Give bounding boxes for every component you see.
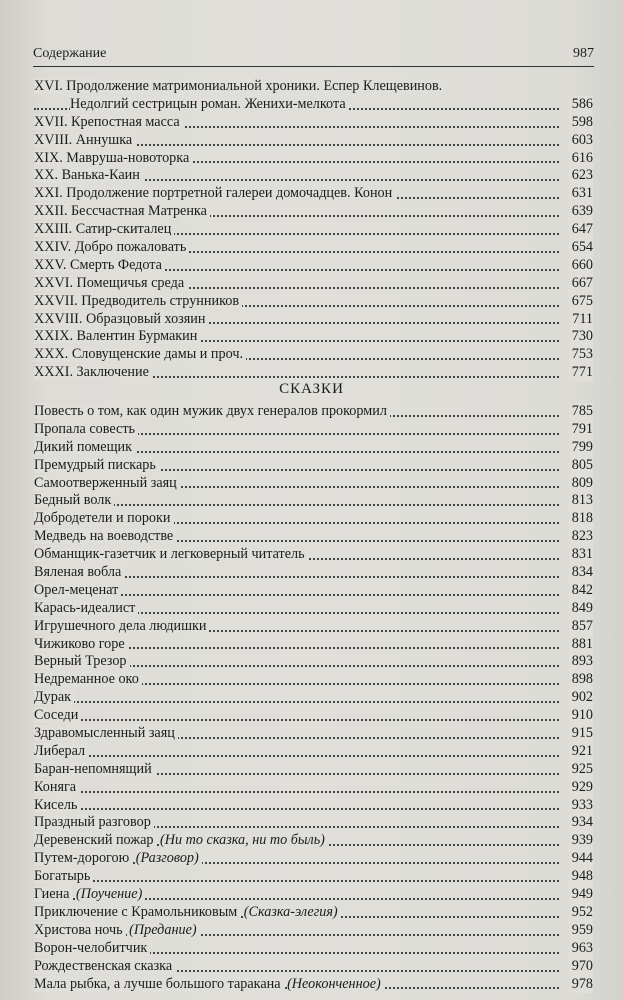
toc-entry-title bbox=[34, 725, 178, 743]
toc-entry bbox=[34, 510, 593, 528]
toc-entry-text: Гиена bbox=[34, 886, 72, 902]
toc-entry-text: XVI. Продолжение матримониальной хроники. Еспер Клещевинов. bbox=[34, 78, 445, 94]
toc-entry-text: Премудрый пискарь bbox=[34, 457, 159, 473]
toc-entry-text: Богатырь bbox=[34, 868, 93, 884]
toc-entry bbox=[34, 886, 593, 904]
toc-entry-text: XVII. Крепостная масса bbox=[34, 114, 183, 130]
toc-entry-title bbox=[34, 743, 88, 761]
toc-entry-text: XIX. Мавруша-новоторка bbox=[34, 150, 192, 166]
toc-entry bbox=[34, 582, 593, 600]
toc-entry-title bbox=[34, 257, 165, 275]
toc-entry-title bbox=[34, 221, 174, 239]
toc-entry-text: Чижиково горе bbox=[34, 636, 128, 652]
toc-entry-page: 667 bbox=[569, 275, 593, 293]
toc-entry-page: 805 bbox=[569, 457, 593, 475]
toc-entry-text: Деревенский пожар bbox=[34, 832, 157, 848]
toc-entry bbox=[34, 492, 593, 510]
toc-entry-note: (Неоконченное) bbox=[287, 976, 384, 992]
running-header bbox=[33, 42, 594, 67]
toc-entry-page: 925 bbox=[569, 761, 593, 779]
toc-entry-text: Добродетели и пороки bbox=[34, 510, 174, 526]
toc-entry bbox=[34, 96, 593, 114]
toc-entry-page: 849 bbox=[569, 600, 593, 618]
toc-entry-title bbox=[34, 636, 128, 654]
toc-entry-text: Здравомысленный заяц bbox=[34, 725, 178, 741]
running-header-title: Содержание bbox=[33, 46, 107, 61]
toc-entry-title bbox=[34, 761, 155, 779]
toc-entry-title bbox=[34, 492, 114, 510]
toc-entry bbox=[34, 940, 593, 958]
toc-entry bbox=[34, 132, 593, 150]
toc-entry-page: 929 bbox=[569, 779, 593, 797]
toc-entry-page: 963 bbox=[569, 940, 593, 958]
toc-entry bbox=[34, 150, 593, 168]
toc-entry-text: Дурак bbox=[34, 689, 74, 705]
toc-entry-text: Недолгий сестрицын роман. Женихи-мелкота bbox=[70, 96, 349, 112]
toc-entry-page: 598 bbox=[569, 114, 593, 132]
toc-entry-text: XXIII. Сатир-скиталец bbox=[34, 221, 174, 237]
toc-entry-title bbox=[34, 403, 390, 421]
toc-entry-title bbox=[34, 439, 135, 457]
toc-entry bbox=[34, 78, 593, 96]
toc-entry-title bbox=[34, 167, 143, 185]
toc-entry-title bbox=[34, 868, 93, 886]
dot-leader bbox=[34, 701, 559, 703]
toc-entry bbox=[34, 671, 593, 689]
toc-entry-page: 586 bbox=[569, 96, 593, 114]
toc-entry bbox=[34, 239, 593, 257]
toc-entry-page: 893 bbox=[569, 653, 593, 671]
toc-entry-page: 902 bbox=[569, 689, 593, 707]
toc-entry-page: 952 bbox=[569, 904, 593, 922]
toc-entry bbox=[34, 203, 593, 221]
toc-entry-page: 857 bbox=[569, 618, 593, 636]
toc-entry bbox=[34, 636, 593, 654]
toc-entry-text: Ворон-челобитчик bbox=[34, 940, 150, 956]
toc-entry-text: Мала рыбка, а лучше большого таракана bbox=[34, 976, 284, 992]
toc-entry-title bbox=[70, 96, 349, 114]
toc-entry-page: 809 bbox=[569, 475, 593, 493]
toc-entry-page: 675 bbox=[569, 293, 593, 311]
toc-entry bbox=[34, 564, 593, 582]
toc-entry bbox=[34, 725, 593, 743]
toc-entry-page: 753 bbox=[569, 346, 593, 364]
toc-entry-page: 881 bbox=[569, 636, 593, 654]
toc-tales bbox=[34, 403, 593, 993]
toc-entry-text: Повесть о том, как один мужик двух генералов прокормил bbox=[34, 403, 390, 419]
toc-entry-text: XVIII. Аннушка bbox=[34, 132, 135, 148]
toc-entry-text: Праздный разговор bbox=[34, 814, 154, 830]
toc-entry-title bbox=[34, 510, 174, 528]
toc-entry bbox=[34, 546, 593, 564]
toc-entry-title bbox=[34, 671, 142, 689]
toc-entry bbox=[34, 257, 593, 275]
toc-entry-page: 623 bbox=[569, 167, 593, 185]
toc-entry-page: 978 bbox=[569, 976, 593, 994]
toc-entry-page: 910 bbox=[569, 707, 593, 725]
toc-entry-note: (Сказка-элегия) bbox=[244, 904, 341, 920]
toc-entry-page: 711 bbox=[569, 311, 593, 329]
toc-entry-text: Карась-идеалист bbox=[34, 600, 138, 616]
toc-entry-title bbox=[34, 689, 74, 707]
toc-entry-text: Кисель bbox=[34, 797, 80, 813]
toc-entry-page: 898 bbox=[569, 671, 593, 689]
toc-entry-text: XXII. Бессчастная Матренка bbox=[34, 203, 210, 219]
toc-entry-text: Приключение с Крамольниковым bbox=[34, 904, 240, 920]
toc-entry-title bbox=[34, 132, 135, 150]
toc-entry-page: 934 bbox=[569, 814, 593, 832]
toc-entry bbox=[34, 653, 593, 671]
toc-entry-text: XXXI. Заключение bbox=[34, 364, 152, 380]
toc-entry-title bbox=[34, 78, 445, 96]
toc-entry bbox=[34, 275, 593, 293]
toc-entry-page: 970 bbox=[569, 958, 593, 976]
toc-entry bbox=[34, 743, 593, 761]
toc-entry-page: 831 bbox=[569, 546, 593, 564]
toc-entry-title bbox=[34, 797, 80, 815]
toc-entry-title bbox=[34, 528, 176, 546]
toc-entry-title bbox=[34, 564, 124, 582]
toc-entry-text: XXVIII. Образцовый хозяин bbox=[34, 311, 208, 327]
toc-entry-text: Самоотверженный заяц bbox=[34, 475, 180, 491]
toc-entry-note: (Предание) bbox=[129, 922, 199, 938]
toc-entry-page: 949 bbox=[569, 886, 593, 904]
toc-entry-text: Путем-дорогою bbox=[34, 850, 132, 866]
toc-entry bbox=[34, 850, 593, 868]
toc-entry-text: XXV. Смерть Федота bbox=[34, 257, 165, 273]
toc-entry-text: Игрушечного дела людишки bbox=[34, 618, 209, 634]
toc-entry-note: (Ни то сказка, ни то быль) bbox=[160, 832, 328, 848]
toc-entry-text: Пропала совесть bbox=[34, 421, 138, 437]
toc-entry-title bbox=[34, 904, 341, 922]
toc-entry-page: 834 bbox=[569, 564, 593, 582]
toc-entry-title bbox=[34, 814, 154, 832]
dot-leader bbox=[34, 880, 559, 882]
toc-entry-note: (Разговор) bbox=[136, 850, 202, 866]
toc-entry-page: 660 bbox=[569, 257, 593, 275]
toc-entry-page: 944 bbox=[569, 850, 593, 868]
toc-entry bbox=[34, 364, 593, 382]
toc-entry bbox=[34, 167, 593, 185]
dot-leader bbox=[34, 755, 559, 757]
toc-entry-title bbox=[34, 976, 384, 994]
toc-entry bbox=[34, 814, 593, 832]
dot-leader bbox=[34, 719, 559, 721]
toc-entry-text: Медведь на воеводстве bbox=[34, 528, 176, 544]
toc-entry bbox=[34, 457, 593, 475]
toc-entry-page: 959 bbox=[569, 922, 593, 940]
toc-entry-title bbox=[34, 546, 308, 564]
section-heading: СКАЗКИ bbox=[279, 381, 344, 397]
toc-entry bbox=[34, 600, 593, 618]
toc-entry-text: Недреманное око bbox=[34, 671, 142, 687]
toc-entry-title bbox=[34, 618, 209, 636]
toc-entry-page: 818 bbox=[569, 510, 593, 528]
toc-entry-text: Орел-меценат bbox=[34, 582, 121, 598]
toc-entry bbox=[34, 922, 593, 940]
toc-entry-title bbox=[34, 457, 159, 475]
toc-entry bbox=[34, 293, 593, 311]
toc-entry bbox=[34, 221, 593, 239]
toc-entry-text: XXVI. Помещичья среда bbox=[34, 275, 187, 291]
toc-entry-page: 647 bbox=[569, 221, 593, 239]
toc-entry bbox=[34, 421, 593, 439]
toc-entry bbox=[34, 114, 593, 132]
toc-entry bbox=[34, 346, 593, 364]
toc-entry-page: 639 bbox=[569, 203, 593, 221]
toc-entry-text: Коняга bbox=[34, 779, 79, 795]
toc-entry-page: 791 bbox=[569, 421, 593, 439]
toc-entry bbox=[34, 475, 593, 493]
toc-entry bbox=[34, 958, 593, 976]
toc-entry bbox=[34, 707, 593, 725]
toc-entry-title bbox=[34, 475, 180, 493]
toc-entry bbox=[34, 761, 593, 779]
toc-entry-page: 785 bbox=[569, 403, 593, 421]
toc-entry-page: 730 bbox=[569, 328, 593, 346]
dot-leader bbox=[34, 808, 559, 810]
toc-entry-title bbox=[34, 311, 208, 329]
toc-entry-title bbox=[34, 364, 152, 382]
toc-entry bbox=[34, 403, 593, 421]
toc-entry bbox=[34, 797, 593, 815]
toc-entry-text: Соседи bbox=[34, 707, 81, 723]
toc-entry-title bbox=[34, 421, 138, 439]
toc-entry bbox=[34, 976, 593, 994]
toc-entry-page: 813 bbox=[569, 492, 593, 510]
toc-entry-title bbox=[34, 185, 395, 203]
toc-chapters bbox=[34, 78, 593, 382]
toc-entry bbox=[34, 832, 593, 850]
toc-entry-text: XXX. Словущенские дамы и проч. bbox=[34, 346, 246, 362]
toc-entry bbox=[34, 618, 593, 636]
toc-entry-text: Вяленая вобла bbox=[34, 564, 124, 580]
toc-entry-text: Обманщик-газетчик и легковерный читатель bbox=[34, 546, 308, 562]
toc-entry-title bbox=[34, 582, 121, 600]
toc-entry-title bbox=[34, 886, 145, 904]
toc-entry-page: 799 bbox=[569, 439, 593, 457]
toc-entry-title bbox=[34, 832, 328, 850]
toc-entry-text: Баран-непомнящий bbox=[34, 761, 155, 777]
toc-entry-text: Дикий помещик bbox=[34, 439, 135, 455]
toc-entry-text: XXVII. Предводитель струнников bbox=[34, 293, 242, 309]
toc-entry-title bbox=[34, 114, 183, 132]
toc-entry-title bbox=[34, 850, 202, 868]
toc-entry bbox=[34, 528, 593, 546]
toc-entry-page: 823 bbox=[569, 528, 593, 546]
toc-entry-title bbox=[34, 922, 200, 940]
toc-entry-title bbox=[34, 707, 81, 725]
toc-entry bbox=[34, 689, 593, 707]
toc-entry-title bbox=[34, 779, 79, 797]
toc-entry-text: Рождественская сказка bbox=[34, 958, 175, 974]
toc-entry-page: 933 bbox=[569, 797, 593, 815]
toc-entry-text: XXI. Продолжение портретной галереи домочадцев. Конон bbox=[34, 185, 395, 201]
toc-entry-page: 915 bbox=[569, 725, 593, 743]
toc-entry-title bbox=[34, 203, 210, 221]
toc-entry-text: Либерал bbox=[34, 743, 88, 759]
toc-entry bbox=[34, 779, 593, 797]
toc-entry-title bbox=[34, 958, 175, 976]
toc-entry bbox=[34, 439, 593, 457]
toc-entry-text: Бедный волк bbox=[34, 492, 114, 508]
toc-entry-page: 921 bbox=[569, 743, 593, 761]
toc-entry-page: 631 bbox=[569, 185, 593, 203]
toc-entry-title bbox=[34, 328, 200, 346]
toc-entry-page: 939 bbox=[569, 832, 593, 850]
toc-entry-text: Верный Трезор bbox=[34, 653, 130, 669]
toc-entry-title bbox=[34, 346, 246, 364]
toc-entry-text: XXIX. Валентин Бурмакин bbox=[34, 328, 200, 344]
toc-entry-title bbox=[34, 653, 130, 671]
toc-entry-page: 948 bbox=[569, 868, 593, 886]
toc-entry-text: XX. Ванька-Каин bbox=[34, 167, 143, 183]
toc-entry-text: XXIV. Добро пожаловать bbox=[34, 239, 189, 255]
toc-entry-title bbox=[34, 940, 150, 958]
toc-entry-title bbox=[34, 275, 187, 293]
page-number: 987 bbox=[573, 46, 594, 61]
toc-entry-page: 616 bbox=[569, 150, 593, 168]
dot-leader bbox=[34, 791, 559, 793]
toc-entry bbox=[34, 868, 593, 886]
toc-entry-title bbox=[34, 600, 138, 618]
toc-entry-title bbox=[34, 150, 192, 168]
toc-entry-text: Христова ночь bbox=[34, 922, 126, 938]
toc-entry bbox=[34, 311, 593, 329]
toc-entry-title bbox=[34, 239, 189, 257]
toc-entry-page: 654 bbox=[569, 239, 593, 257]
toc-entry bbox=[34, 328, 593, 346]
toc-entry bbox=[34, 904, 593, 922]
toc-entry-note: (Поучение) bbox=[76, 886, 145, 902]
toc-entry-title bbox=[34, 293, 242, 311]
toc-entry bbox=[34, 185, 593, 203]
toc-entry-page: 603 bbox=[569, 132, 593, 150]
toc-entry-page: 771 bbox=[569, 364, 593, 382]
toc-entry-page: 842 bbox=[569, 582, 593, 600]
